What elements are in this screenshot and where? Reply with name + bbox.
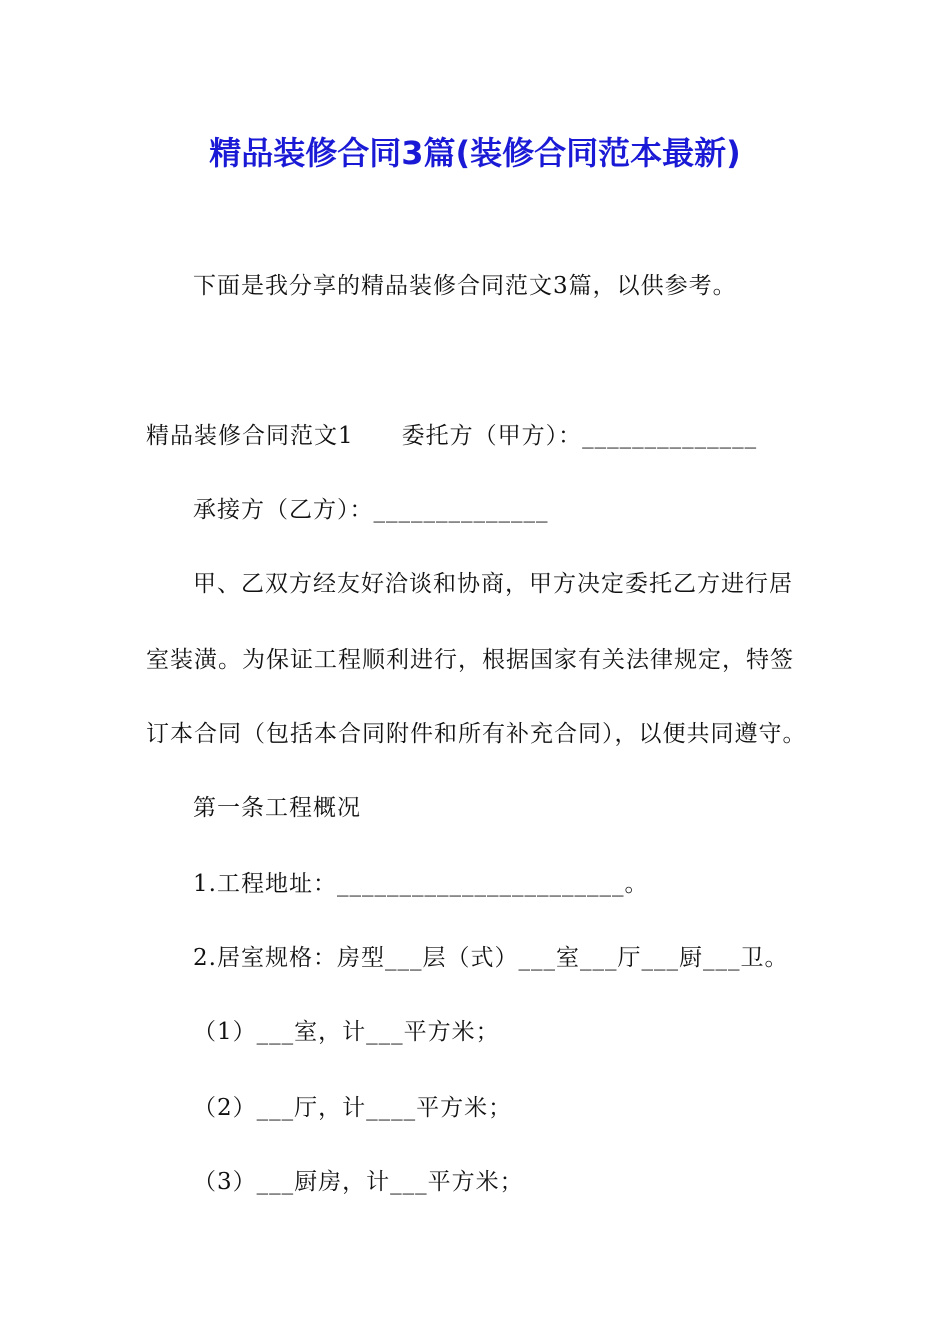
contract-heading-party-a: 精品装修合同范文1 委托方（甲方）：______________ bbox=[146, 423, 758, 449]
document-title: 精品装修合同3篇(装修合同范本最新) bbox=[209, 134, 741, 172]
preamble-line-3: 订本合同（包括本合同附件和所有补充合同），以便共同遵守。 bbox=[146, 721, 807, 747]
preamble-line-1: 甲、乙双方经友好洽谈和协商，甲方决定委托乙方进行居 bbox=[193, 571, 793, 597]
sub-item-rooms: （1）___室，计___平方米； bbox=[193, 1019, 500, 1045]
preamble-line-2: 室装潢。为保证工程顺利进行，根据国家有关法律规定，特签 bbox=[146, 647, 794, 673]
party-b-line: 承接方（乙方）：______________ bbox=[193, 497, 549, 523]
intro-paragraph: 下面是我分享的精品装修合同范文3篇，以供参考。 bbox=[193, 273, 737, 299]
article-1-heading: 第一条工程概况 bbox=[193, 795, 361, 821]
sub-item-halls: （2）___厅，计____平方米； bbox=[193, 1095, 513, 1121]
item-project-address: 1.工程地址：_______________________。 bbox=[193, 871, 649, 897]
sub-item-kitchen: （3）___厨房，计___平方米； bbox=[193, 1169, 524, 1195]
item-room-spec: 2.居室规格：房型___层（式）___室___厅___厨___卫。 bbox=[193, 945, 789, 971]
